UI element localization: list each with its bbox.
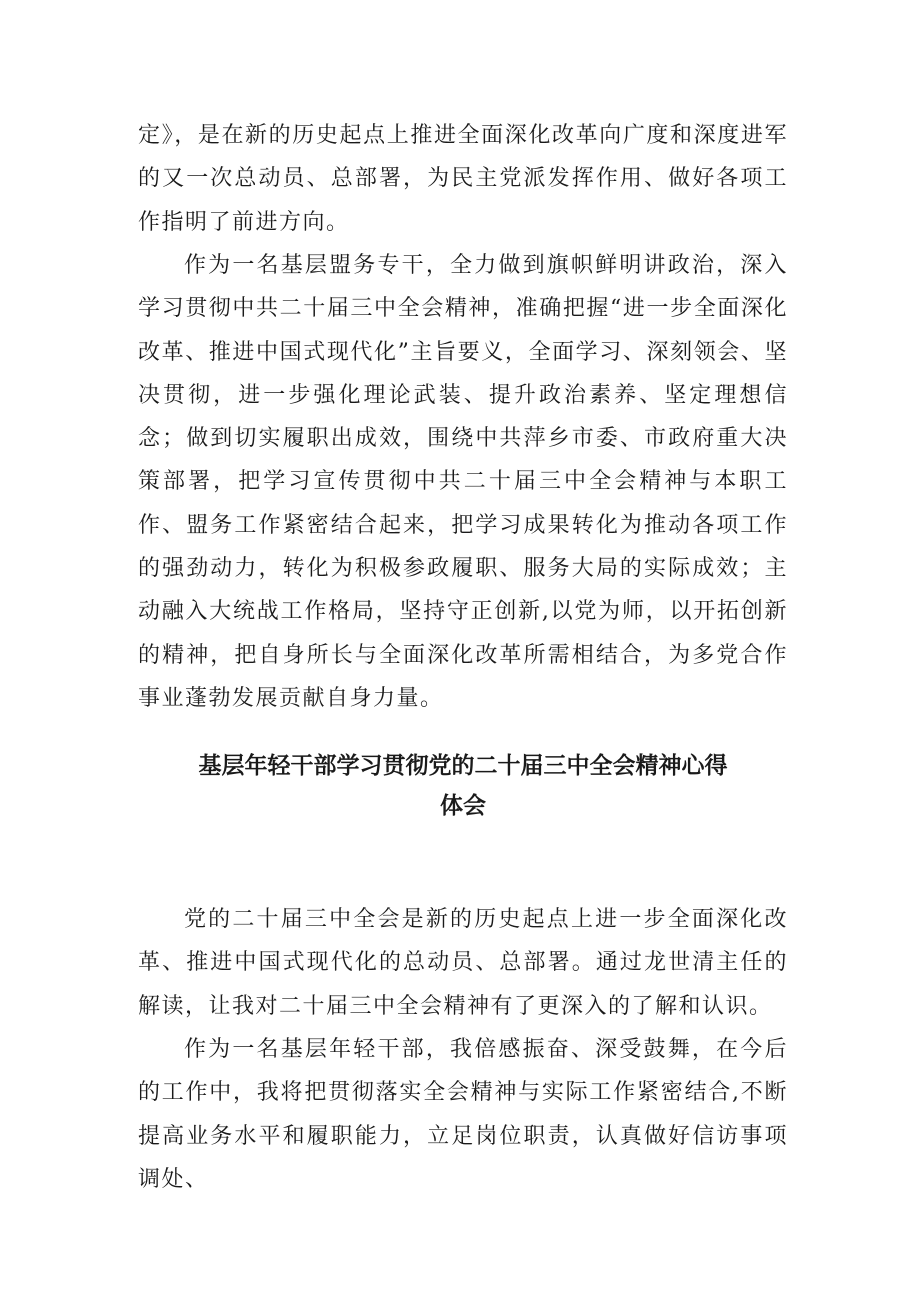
article-title-line2: 体会 [440, 793, 486, 819]
paragraph-young-cadre: 作为一名基层年轻干部，我倍感振奋、深受鼓舞，在今后的工作中，我将把贯彻落实全会精神与实际工作紧密结合,不断提高业务水平和履职能力，立足岗位职责，认真做好信访事项调处、 [138, 1037, 788, 1192]
paragraph-continuation: 定》，是在新的历史起点上推进全面深化改革向广度和深度进军的又一次总动员、总部署，为民主党派发挥作用、做好各项工作指明了前进方向。 [138, 123, 788, 235]
paragraph-plenary-intro: 党的二十届三中全会是新的历史起点上进一步全面深化改革、推进中国式现代化的总动员、总部署。通过龙世清主任的解读，让我对二十届三中全会精神有了更深入的了解和认识。 [138, 907, 788, 1019]
article-title-line1: 基层年轻干部学习贯彻党的二十届三中全会精神心得 [198, 753, 728, 779]
paragraph-league-work: 作为一名基层盟务专干，全力做到旗帜鲜明讲政治，深入学习贯彻中共二十届三中全会精神，准确把握“进一步全面深化改革、推进中国式现代化”主旨要义，全面学习、深刻领会、坚决贯彻，进一步强化理论武装、提升政治素养、坚定理想信念；做到切实履职出成效，围绕中共萍乡市委、市政府重大决策部署，把学习宣传贯彻中共二十届三中全会精神与本职工作、盟务工作紧密结合起来，把学习成果转化为推动各项工作的强劲动力，转化为积极参政履职、服务大局的实际成效；主动融入大统战工作格局，坚持守正创新,以党为师，以开拓创新的精神，把自身所长与全面深化改革所需相结合，为多党合作事业蓬勃发展贡献自身力量。 [138, 253, 788, 711]
article-title [138, 746, 788, 826]
